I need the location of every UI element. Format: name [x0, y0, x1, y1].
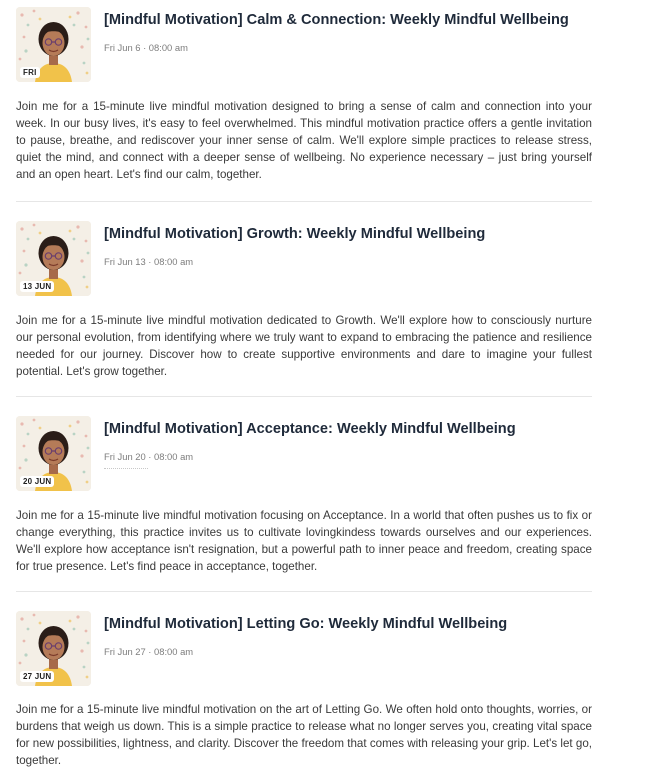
host-avatar[interactable]: [16, 416, 91, 491]
date-badge: 27 JUN: [20, 671, 54, 682]
event-datetime: Fri Jun 20 · 08:00 am: [104, 451, 194, 462]
date-badge: 20 JUN: [20, 476, 54, 487]
divider: [16, 201, 592, 202]
event-card[interactable]: [16, 7, 592, 181]
date-badge: FRI: [20, 67, 40, 78]
event-description: Join me for a 15-minute live mindful motivation designed to bring a sense of calm and connection into your week. In our busy lives, it's easy to feel overwhelmed. This mindful motivation practice offers a gentle invitation to pause, breathe, and rediscover your inner sense of calm. We'll explore simple practices to release stress, quiet the mind, and connect with a deeper sense of wellbeing. No experience necessary – just bring yourself and an open heart. Let's find our calm, together.: [16, 100, 592, 181]
event-header: [16, 7, 592, 83]
event-header: [16, 221, 592, 297]
event-header: [16, 416, 592, 492]
event-card[interactable]: [16, 611, 592, 767]
host-avatar[interactable]: [16, 7, 91, 82]
host-avatar[interactable]: [16, 611, 91, 686]
event-datetime: Fri Jun 13 · 08:00 am: [104, 256, 194, 267]
event-title[interactable]: [Mindful Motivation] Acceptance: Weekly Mindful Wellbeing: [104, 421, 516, 437]
event-description: Join me for a 15-minute live mindful motivation on the art of Letting Go. We often hold onto thoughts, worries, or burdens that weigh us down. This is a simple practice to release what no longer serves you, creating vital space for new possibilities, lightness, and clarity. Discover the freedom that comes with releasing your grip. Let's let go, together.: [16, 703, 592, 767]
event-card[interactable]: [16, 221, 592, 378]
event-description: Join me for a 15-minute live mindful motivation dedicated to Growth. We'll explore how to consciously nurture our personal evolution, from identifying where we truly want to expand to embracing the patience and resilience needed for our journey. Discover how to create supportive environments and dare to imagine your fullest potential. Let's grow together.: [16, 314, 592, 378]
faint-divider: [104, 468, 148, 470]
date-badge: 13 JUN: [20, 281, 54, 292]
event-datetime: Fri Jun 6 · 08:00 am: [104, 42, 188, 53]
event-datetime: Fri Jun 27 · 08:00 am: [104, 646, 194, 657]
event-title[interactable]: [Mindful Motivation] Calm & Connection: Weekly Mindful Wellbeing: [104, 12, 569, 28]
event-title[interactable]: [Mindful Motivation] Growth: Weekly Mindful Wellbeing: [104, 226, 486, 242]
event-card[interactable]: [16, 416, 592, 573]
divider: [16, 591, 592, 592]
divider: [16, 396, 592, 397]
event-description: Join me for a 15-minute live mindful motivation focusing on Acceptance. In a world that often pushes us to fix or change everything, this practice invites us to cultivate lovingkindess towards ourselves and our experiences. We'll explore how acceptance isn't resignation, but a powerful path to inner peace and freedom, creating space for true presence. Let's find peace in acceptance, together.: [16, 509, 592, 573]
host-avatar[interactable]: [16, 221, 91, 296]
event-header: [16, 611, 592, 687]
event-title[interactable]: [Mindful Motivation] Letting Go: Weekly Mindful Wellbeing: [104, 616, 508, 632]
